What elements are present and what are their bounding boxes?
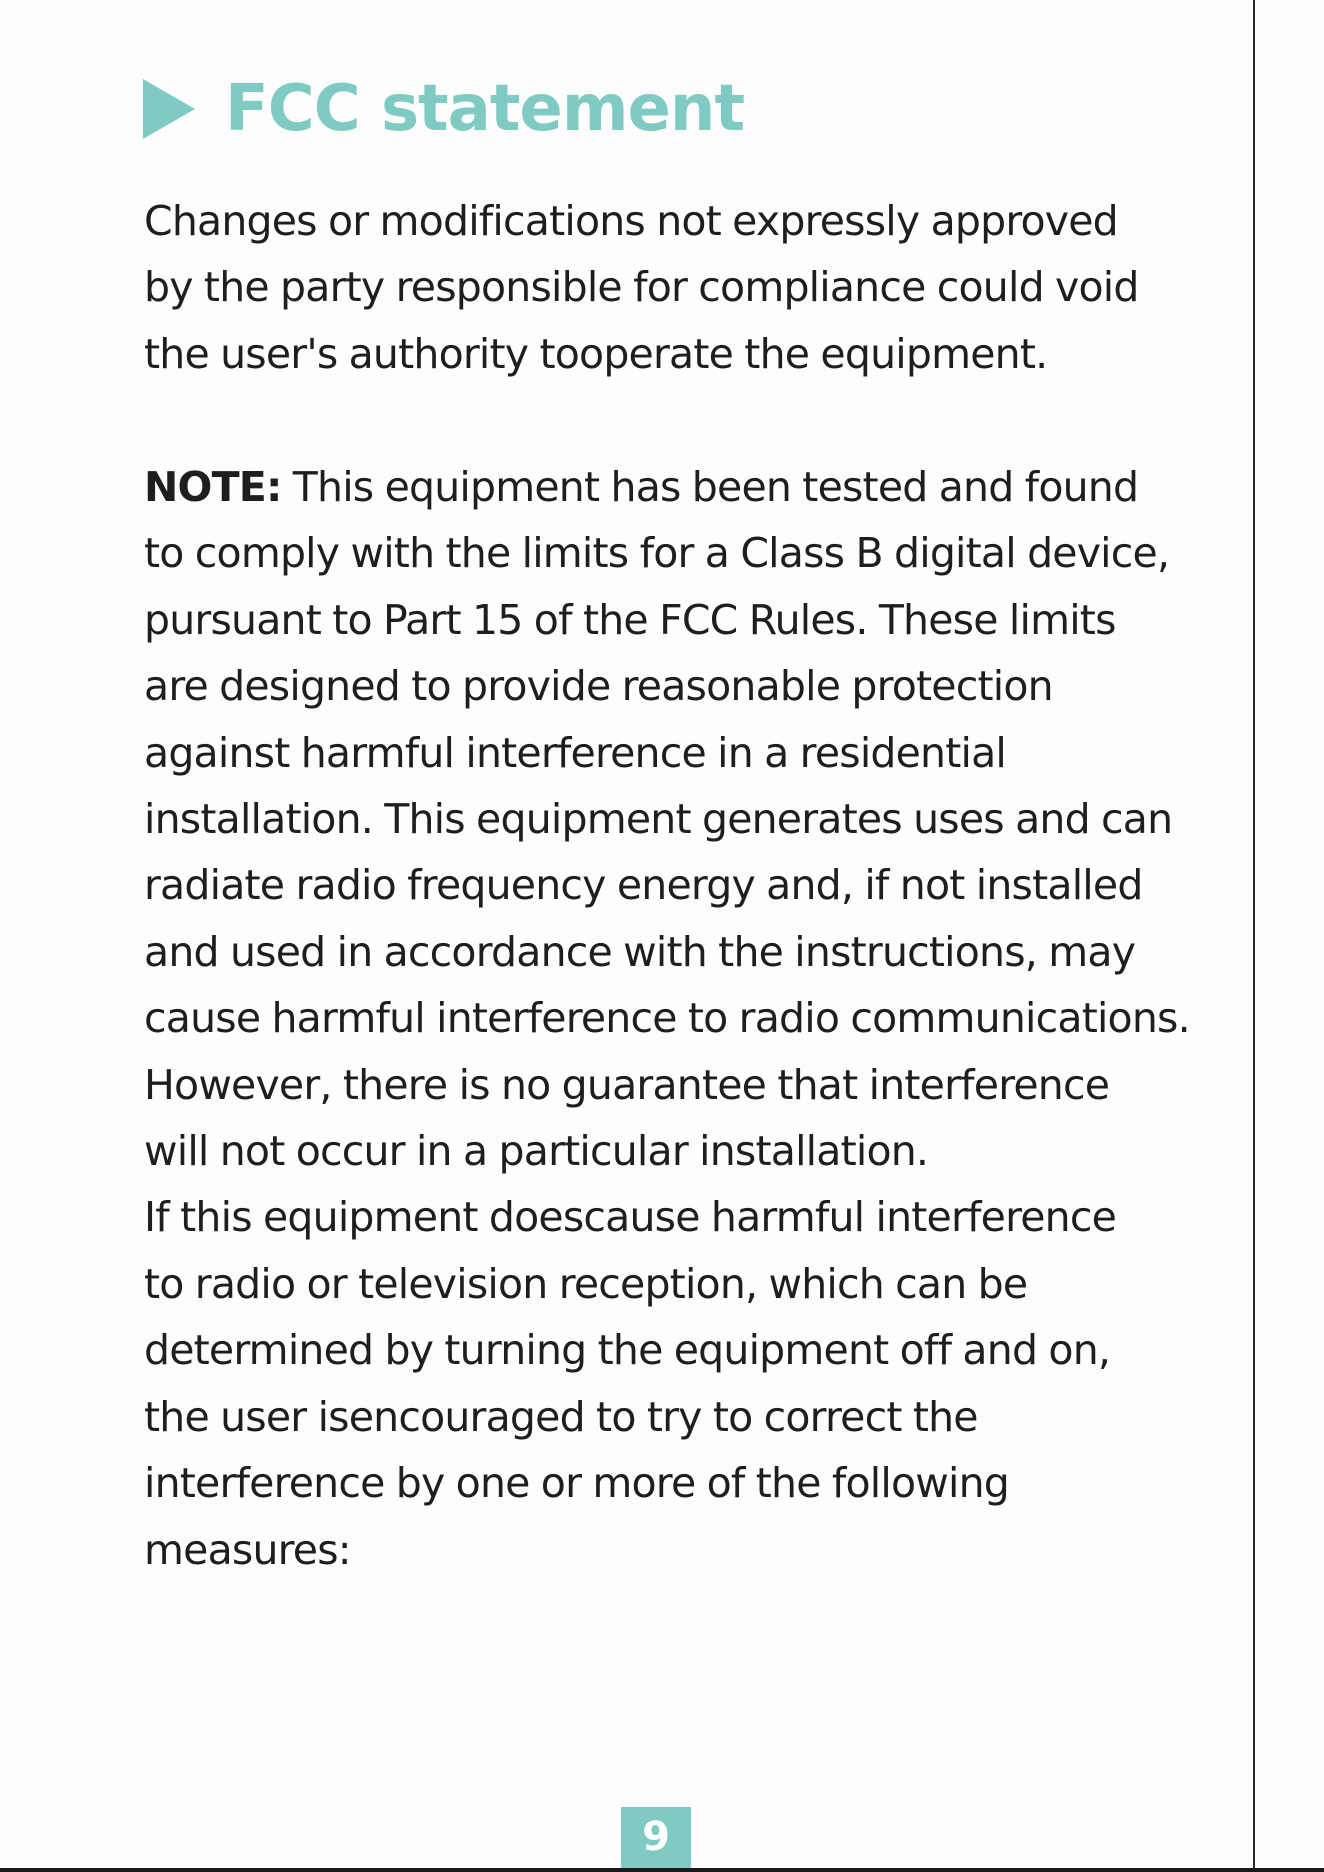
paragraph-line: measures: (144, 1525, 351, 1574)
paragraph-line: and used in accordance with the instructions, may (144, 927, 1136, 976)
page-edge-line (1253, 0, 1255, 1872)
note-label: NOTE: (144, 463, 282, 511)
paragraph-line: to comply with the limits for a Class B digital device, (144, 529, 1170, 578)
paragraph-line: the user isencouraged to try to correct the (144, 1392, 978, 1441)
paragraph-line (144, 454, 1190, 520)
paragraph-line: installation. This equipment generates uses and can (144, 795, 1173, 844)
paragraph-line: If this equipment doescause harmful interference (144, 1193, 1117, 1242)
paragraph-line: will not occur in a particular installation. (144, 1127, 929, 1176)
paragraph-line: However, there is no guarantee that interference (144, 1060, 1110, 1109)
paragraph-line: cause harmful interference to radio communications. (144, 994, 1190, 1043)
paragraph-line: determined by turning the equipment off and on, (144, 1326, 1111, 1375)
paragraph-line: Changes or modifications not expressly approved (144, 197, 1118, 245)
paragraph-line: against harmful interference in a residential (144, 728, 1007, 777)
modification-warning-paragraph (144, 188, 1139, 387)
fcc-note-paragraph (144, 454, 1190, 1583)
paragraph-line: are designed to provide reasonable protection (144, 662, 1053, 711)
play-triangle-icon (143, 79, 195, 139)
paragraph-line: pursuant to Part 15 of the FCC Rules. These limits (144, 595, 1116, 644)
paragraph-line: by the party responsible for compliance could void (144, 263, 1139, 312)
page-number: 9 (621, 1807, 691, 1868)
section-title: FCC statement (225, 72, 745, 146)
paragraph-line: the user's authority tooperate the equipment. (144, 329, 1048, 378)
paragraph-line: to radio or television reception, which can be (144, 1259, 1028, 1308)
note-text: This equipment has been tested and found (281, 463, 1139, 511)
paragraph-line: radiate radio frequency energy and, if not installed (144, 861, 1143, 910)
page-bottom-border (0, 1868, 1324, 1872)
section-heading (143, 68, 744, 150)
paragraph-line: interference by one or more of the following (144, 1459, 1010, 1508)
